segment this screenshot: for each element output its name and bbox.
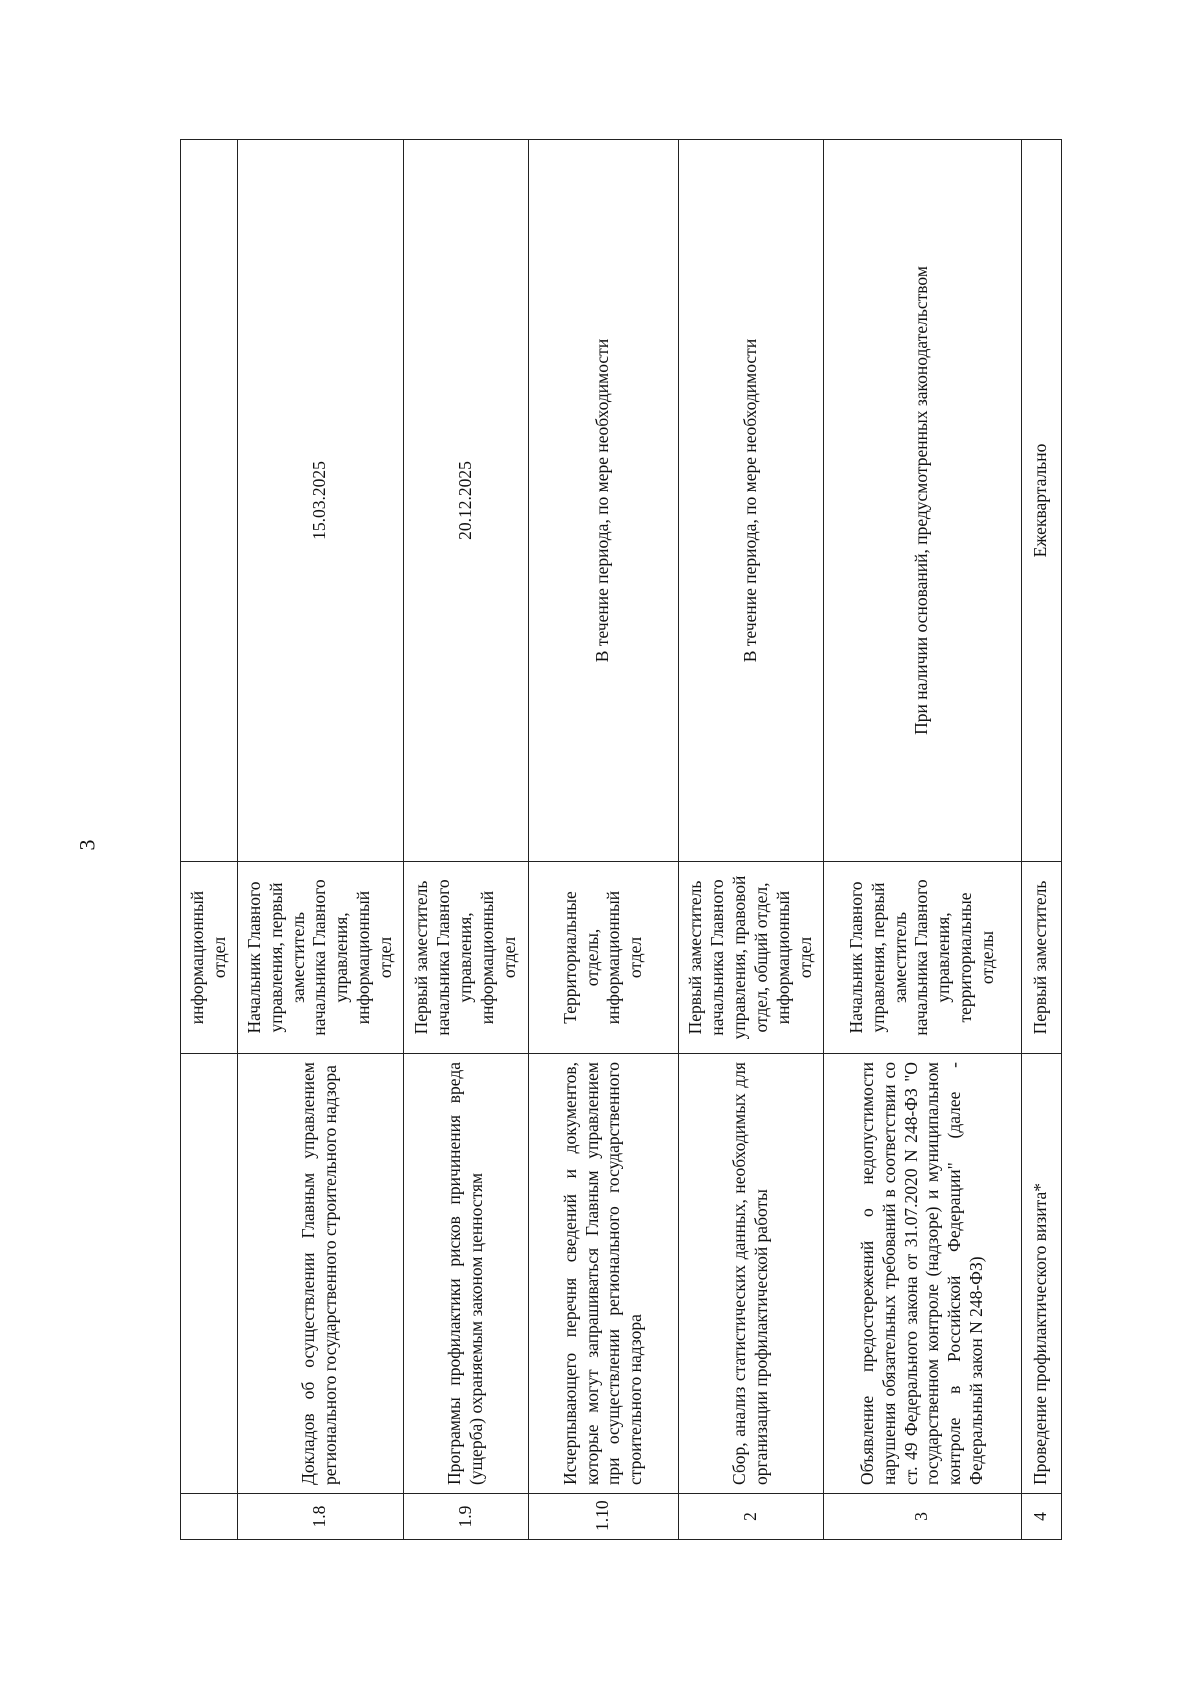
table-row bbox=[403, 140, 528, 1540]
cell-responsible: Первый заместитель начальника Главного управления, информационный отдел bbox=[403, 862, 528, 1054]
cell-responsible: Начальник Главного управления, первый заместитель начальника Главного управления, информационный отдел bbox=[237, 862, 403, 1054]
cell-term: В течение периода, по мере необходимости bbox=[528, 140, 678, 862]
table-row bbox=[528, 140, 678, 1540]
cell-num bbox=[181, 1494, 238, 1540]
table-row bbox=[1021, 140, 1061, 1540]
cell-num: 1.8 bbox=[237, 1494, 403, 1540]
table-row bbox=[678, 140, 823, 1540]
cell-term: При наличии оснований, предусмотренных законодательством bbox=[823, 140, 1021, 862]
cell-responsible: Начальник Главного управления, первый заместитель начальника Главного управления, территориальные отделы bbox=[823, 862, 1021, 1054]
table-row bbox=[181, 140, 238, 1540]
cell-name bbox=[181, 1054, 238, 1494]
cell-num: 4 bbox=[1021, 1494, 1061, 1540]
cell-name: Сбор, анализ статистических данных, необходимых для организации профилактической работы bbox=[678, 1054, 823, 1494]
cell-num: 3 bbox=[823, 1494, 1021, 1540]
cell-num: 1.9 bbox=[403, 1494, 528, 1540]
cell-num: 1.10 bbox=[528, 1494, 678, 1540]
cell-name: Проведение профилактического визита* bbox=[1021, 1054, 1061, 1494]
page-number: 3 bbox=[74, 839, 100, 851]
cell-term: 20.12.2025 bbox=[403, 140, 528, 862]
cell-term: 15.03.2025 bbox=[237, 140, 403, 862]
cell-name: Программы профилактики рисков причинения вреда (ущерба) охраняемым законом ценностям bbox=[403, 1054, 528, 1494]
cell-name: Объявление предостережений о недопустимости нарушения обязательных требований в соответствии со ст. 49 Федерального закона от 31.07.2020 N 248-ФЗ "О государственном контроле (надзоре) и муниципальном контроле в Российской Федерации" (далее - Федеральный закон N 248-ФЗ) bbox=[823, 1054, 1021, 1494]
cell-name: Исчерпывающего перечня сведений и документов, которые могут запрашиваться Главным управлением при осуществлении регионального государственного строительного надзора bbox=[528, 1054, 678, 1494]
cell-responsible: Первый заместитель начальника Главного управления, правовой отдел, общий отдел, информационный отдел bbox=[678, 862, 823, 1054]
cell-term: В течение периода, по мере необходимости bbox=[678, 140, 823, 862]
cell-responsible: Территориальные отделы, информационный отдел bbox=[528, 862, 678, 1054]
cell-name: Докладов об осуществлении Главным управлением регионального государственного строительного надзора bbox=[237, 1054, 403, 1494]
table-row bbox=[823, 140, 1021, 1540]
cell-responsible: Первый заместитель bbox=[1021, 862, 1061, 1054]
cell-term bbox=[181, 140, 238, 862]
activity-table bbox=[180, 139, 1062, 1540]
rotated-table-container bbox=[180, 140, 1051, 1540]
table-row bbox=[237, 140, 403, 1540]
cell-responsible: информационный отдел bbox=[181, 862, 238, 1054]
cell-term: Ежеквартально bbox=[1021, 140, 1061, 862]
cell-num: 2 bbox=[678, 1494, 823, 1540]
